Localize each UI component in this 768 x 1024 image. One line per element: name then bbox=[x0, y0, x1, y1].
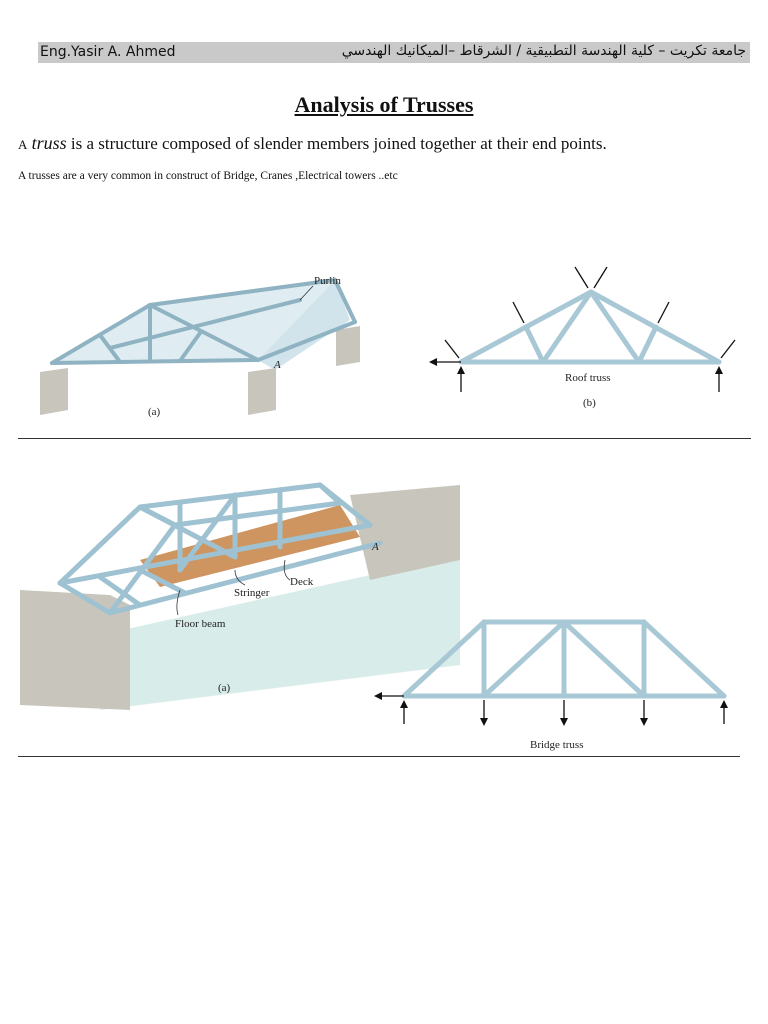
deck-label: Deck bbox=[290, 576, 314, 588]
roof-truss-2d-figure bbox=[425, 262, 745, 412]
roof-3d-caption: (a) bbox=[148, 406, 161, 418]
roof-point-a-label: A bbox=[274, 359, 281, 371]
header-author: Eng.Yasir A. Ahmed bbox=[40, 44, 176, 60]
bridge-point-a-label: A bbox=[372, 541, 379, 553]
header-institution: جامعة تكريت – كلية الهندسة التطبيقية / الشرقاط –الميكانيك الهندسي bbox=[341, 43, 746, 59]
bridge-3d-caption: (a) bbox=[218, 682, 231, 694]
header-bar bbox=[38, 42, 750, 63]
definition-text: is a structure composed of slender members joined together at their end points. bbox=[70, 134, 607, 153]
stringer-label: Stringer bbox=[234, 587, 270, 599]
bridge-truss-2d-figure bbox=[370, 612, 740, 757]
definition-article: A bbox=[18, 137, 28, 152]
roof-2d-caption: (b) bbox=[583, 397, 596, 409]
floor-beam-label: Floor beam bbox=[175, 618, 226, 630]
definition-term: truss bbox=[31, 133, 67, 153]
roof-truss-label: Roof truss bbox=[565, 372, 611, 384]
divider-2 bbox=[18, 756, 740, 757]
bridge-truss-label: Bridge truss bbox=[530, 739, 584, 751]
divider-1 bbox=[18, 438, 751, 439]
roof-truss-3d-figure bbox=[30, 260, 390, 430]
purlin-label: Purlin bbox=[314, 275, 341, 287]
definition-paragraph bbox=[18, 133, 607, 154]
page-title: Analysis of Trusses bbox=[294, 92, 474, 117]
uses-paragraph: A trusses are a very common in construct of Bridge, Cranes ,Electrical towers ..etc bbox=[18, 170, 398, 182]
